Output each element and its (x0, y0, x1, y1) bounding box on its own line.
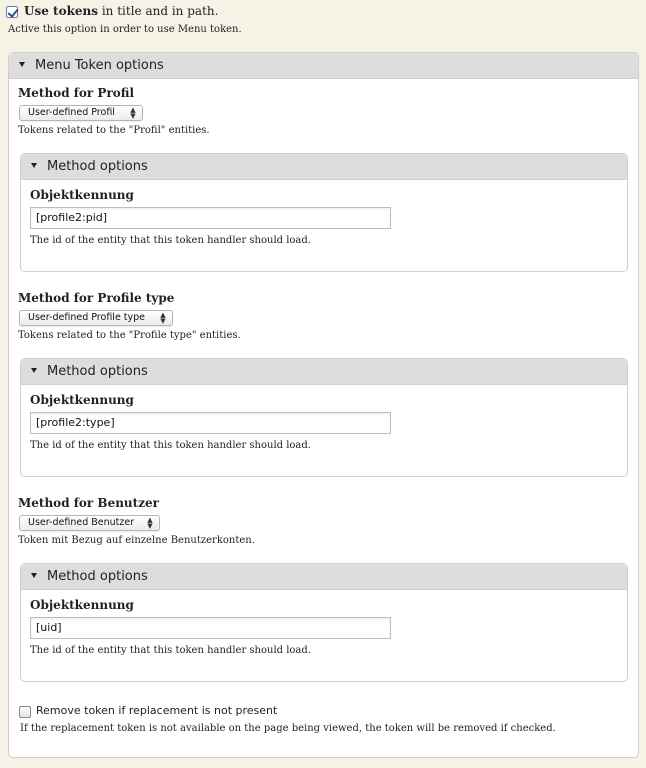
method-profil-description: Tokens related to the "Profil" entities. (18, 125, 210, 136)
objektkennung-label-1: Objektkennung (30, 188, 134, 202)
select-arrows-icon: ▲ ▼ (130, 106, 136, 120)
method-profile-type-select[interactable]: User-defined Profile type ▲ ▼ (19, 310, 173, 326)
collapse-triangle-icon (31, 368, 37, 373)
remove-token-description: If the replacement token is not available on the page being viewed, the token will be removed if checked. (20, 723, 556, 734)
method-profil-select[interactable]: User-defined Profil ▲ ▼ (19, 105, 143, 121)
method-profile-type-label: Method for Profile type (18, 291, 175, 305)
remove-token-label: Remove token if replacement is not present (36, 704, 278, 717)
remove-token-checkbox[interactable] (19, 706, 31, 718)
method-options-legend-3[interactable]: Method options (21, 564, 627, 590)
use-tokens-description: Active this option in order to use Menu token. (8, 24, 242, 35)
method-benutzer-label: Method for Benutzer (18, 496, 159, 510)
method-profile-type-description: Tokens related to the "Profile type" entities. (18, 330, 241, 341)
objektkennung-label-2: Objektkennung (30, 393, 134, 407)
method-options-legend-2[interactable]: Method options (21, 359, 627, 385)
collapse-triangle-icon (31, 163, 37, 168)
collapse-triangle-icon (19, 62, 25, 67)
use-tokens-label: Use tokens in title and in path. (24, 4, 219, 18)
objektkennung-description-3: The id of the entity that this token handler should load. (30, 645, 311, 656)
objektkennung-input-1[interactable]: [profile2:pid] (30, 207, 391, 229)
objektkennung-description-2: The id of the entity that this token handler should load. (30, 440, 311, 451)
objektkennung-input-3[interactable]: [uid] (30, 617, 391, 639)
method-benutzer-select[interactable]: User-defined Benutzer ▲ ▼ (19, 515, 160, 531)
objektkennung-input-2[interactable]: [profile2:type] (30, 412, 391, 434)
method-options-legend-1[interactable]: Method options (21, 154, 627, 180)
use-tokens-checkbox[interactable] (6, 6, 18, 18)
menu-token-options-legend[interactable]: Menu Token options (9, 53, 638, 79)
collapse-triangle-icon (31, 573, 37, 578)
select-arrows-icon: ▲ ▼ (147, 516, 153, 530)
method-benutzer-description: Token mit Bezug auf einzelne Benutzerkonten. (18, 535, 255, 546)
method-profil-label: Method for Profil (18, 86, 135, 100)
objektkennung-description-1: The id of the entity that this token handler should load. (30, 235, 311, 246)
objektkennung-label-3: Objektkennung (30, 598, 134, 612)
select-arrows-icon: ▲ ▼ (160, 311, 166, 325)
